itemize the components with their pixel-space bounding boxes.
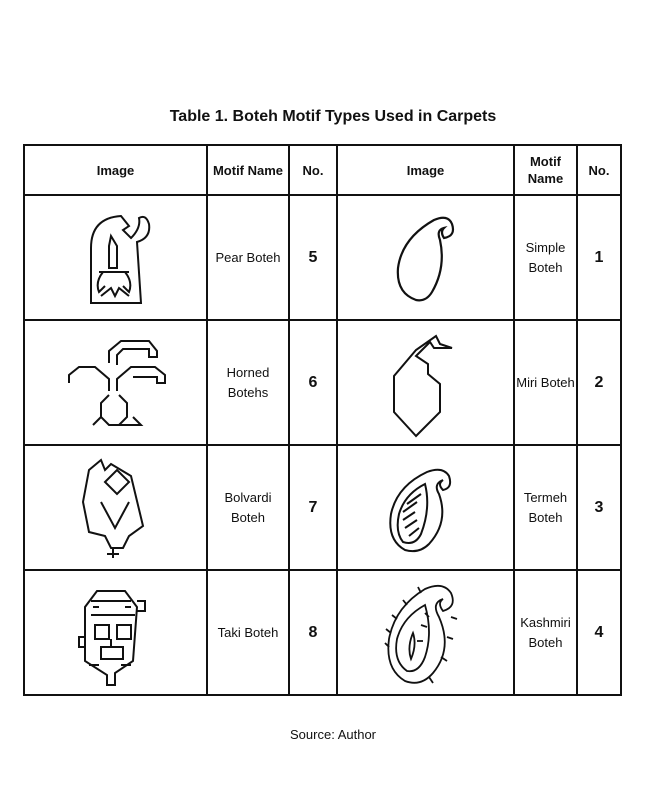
header-no: No. <box>577 145 621 195</box>
taki-boteh-icon <box>71 577 161 689</box>
horned-botehs-icon <box>61 333 171 433</box>
motif-number: 2 <box>577 320 621 445</box>
simple-boteh-icon <box>386 208 466 308</box>
termeh-boteh-icon <box>381 458 471 558</box>
motif-number: 7 <box>289 445 337 570</box>
miri-boteh-icon <box>386 328 466 438</box>
motif-number: 4 <box>577 570 621 695</box>
image-cell <box>24 195 207 320</box>
image-cell <box>337 445 514 570</box>
motif-name: Bolvardi Boteh <box>207 445 289 570</box>
motif-name: Pear Boteh <box>207 195 289 320</box>
motif-number: 8 <box>289 570 337 695</box>
kashmiri-boteh-icon <box>381 577 471 689</box>
motif-name: Taki Boteh <box>207 570 289 695</box>
bolvardi-boteh-icon <box>71 452 161 564</box>
motif-name: Kashmiri Boteh <box>514 570 577 695</box>
image-cell <box>24 445 207 570</box>
image-cell <box>24 320 207 445</box>
pear-boteh-icon <box>71 208 161 308</box>
source-note: Source: Author <box>290 727 376 742</box>
image-cell <box>337 570 514 695</box>
table-caption: Table 1. Boteh Motif Types Used in Carpets <box>169 108 497 125</box>
boteh-motif-table <box>23 144 622 696</box>
header-motif-name: Motif Name <box>514 145 577 195</box>
header-image: Image <box>337 145 514 195</box>
header-no: No. <box>289 145 337 195</box>
motif-number: 3 <box>577 445 621 570</box>
table-header-row <box>24 145 621 195</box>
table-row <box>24 195 621 320</box>
image-cell <box>337 195 514 320</box>
motif-name: Horned Botehs <box>207 320 289 445</box>
image-cell <box>337 320 514 445</box>
motif-number: 6 <box>289 320 337 445</box>
header-motif-name: Motif Name <box>207 145 289 195</box>
table-row <box>24 320 621 445</box>
table-row <box>24 570 621 695</box>
motif-name: Miri Boteh <box>514 320 577 445</box>
table-row <box>24 445 621 570</box>
motif-name: Simple Boteh <box>514 195 577 320</box>
motif-number: 1 <box>577 195 621 320</box>
motif-number: 5 <box>289 195 337 320</box>
image-cell <box>24 570 207 695</box>
header-image: Image <box>24 145 207 195</box>
motif-name: Termeh Boteh <box>514 445 577 570</box>
